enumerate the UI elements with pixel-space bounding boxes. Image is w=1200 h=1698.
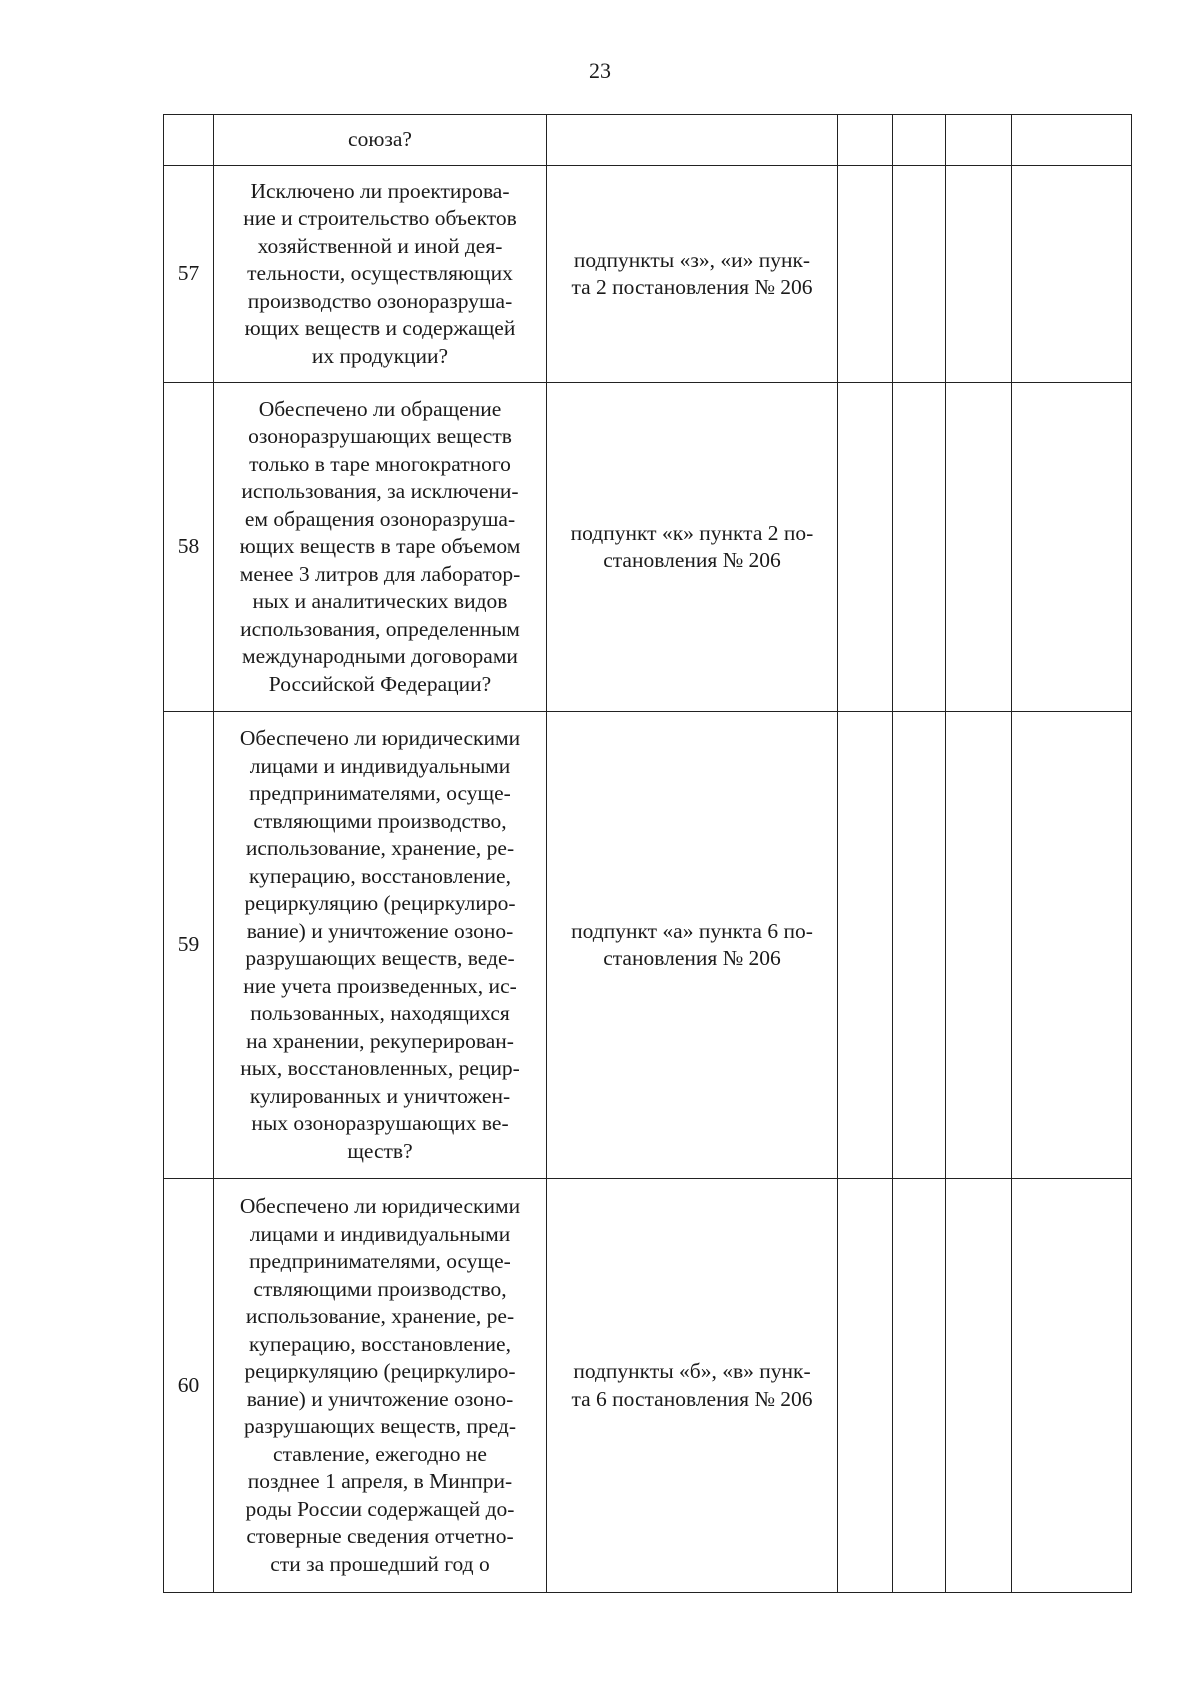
- question-cell: [214, 166, 547, 383]
- answer-na-cell: [946, 383, 1012, 712]
- row-number: 59: [164, 712, 214, 1179]
- row-number: 57: [164, 166, 214, 383]
- answer-no-cell: [893, 166, 946, 383]
- notes-cell: [1012, 1179, 1132, 1593]
- answer-na-cell: [946, 115, 1012, 166]
- answer-na-cell: [946, 166, 1012, 383]
- answer-yes-cell: [838, 712, 893, 1179]
- reference-cell: [547, 166, 838, 383]
- reference-text: подпункты «з», «и» пунк- та 2 постановления № 206: [571, 247, 813, 299]
- question-cell: [214, 712, 547, 1179]
- checklist-table: [163, 114, 1132, 1593]
- answer-yes-cell: [838, 1179, 893, 1593]
- reference-text: подпункты «б», «в» пунк- та 6 постановления № 206: [571, 1359, 813, 1411]
- answer-no-cell: [893, 712, 946, 1179]
- answer-yes-cell: [838, 383, 893, 712]
- question-text: Обеспечено ли юридическими лицами и индивидуальными предпринимателями, осуще- ствляющими производство, использование, хранение, ре- куперацию, восстановление, рециркуляцию (рециркулиро- вание) и уничтожение озоно- разрушающих веществ, веде- ние учета произведенных, ис- пользованных, находящихся на хранении, рекуперирован- ных, восстановленных, рецир- кулированных и уничтожен- ных озоноразрушающих ве- ществ?: [239, 726, 521, 1163]
- reference-cell: [547, 712, 838, 1179]
- table-row: [164, 1179, 1132, 1593]
- row-number: 60: [164, 1179, 214, 1593]
- reference-cell: [547, 1179, 838, 1593]
- notes-cell: [1012, 166, 1132, 383]
- question-text: Обеспечено ли обращение озоноразрушающих веществ только в таре многократного использования, за исключени- ем обращения озоноразруша- ющих веществ в таре объемом менее 3 литров для лаборатор- ных и аналитических видов использования, определенным международными договорами Российской Федерации?: [239, 396, 521, 696]
- table-row: [164, 383, 1132, 712]
- answer-no-cell: [893, 1179, 946, 1593]
- question-cell: [214, 383, 547, 712]
- reference-text: подпункт «к» пункта 2 по- становления № 206: [570, 520, 814, 572]
- answer-na-cell: [946, 1179, 1012, 1593]
- reference-text: подпункт «а» пункта 6 по- становления № 206: [571, 918, 813, 970]
- answer-na-cell: [946, 712, 1012, 1179]
- question-cell: [214, 1179, 547, 1593]
- question-text: союза?: [348, 127, 412, 152]
- table-row: [164, 166, 1132, 383]
- notes-cell: [1012, 383, 1132, 712]
- answer-no-cell: [893, 115, 946, 166]
- table-row: [164, 712, 1132, 1179]
- answer-no-cell: [893, 383, 946, 712]
- notes-cell: [1012, 115, 1132, 166]
- question-text: Исключено ли проектирова- ние и строительство объектов хозяйственной и иной дея- тельности, осуществляющих производство озоноразруша- ющих веществ и содержащей их продукции?: [243, 178, 517, 368]
- table-row: [164, 115, 1132, 166]
- reference-cell: [547, 383, 838, 712]
- row-number: 58: [164, 383, 214, 712]
- question-text: Обеспечено ли юридическими лицами и индивидуальными предпринимателями, осуще- ствляющими производство, использование, хранение, ре- куперацию, восстановление, рециркуляцию (рециркулиро- вание) и уничтожение озоно- разрушающих веществ, пред- ставление, ежегодно не позднее 1 апреля, в Минпри- роды России содержащей до- стоверные сведения отчетно- сти за прошедший год о: [239, 1194, 521, 1576]
- answer-yes-cell: [838, 115, 893, 166]
- row-number: [164, 115, 214, 166]
- reference-cell: [547, 115, 838, 166]
- question-cell: [214, 115, 547, 166]
- page-number: 23: [589, 58, 611, 83]
- answer-yes-cell: [838, 166, 893, 383]
- notes-cell: [1012, 712, 1132, 1179]
